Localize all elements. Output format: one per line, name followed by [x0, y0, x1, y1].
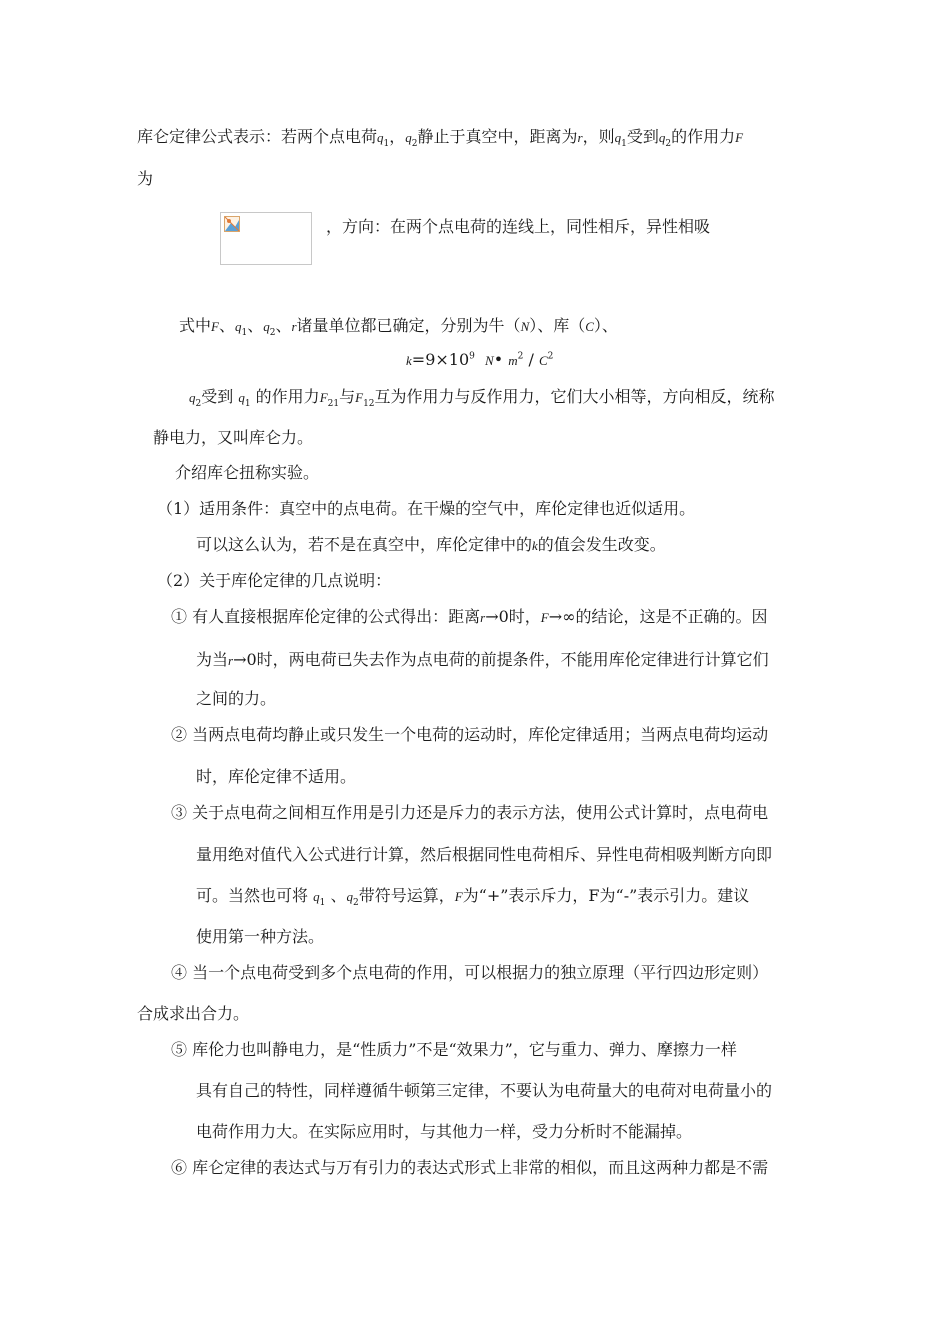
intro-line-2: 为 [137, 169, 154, 188]
condition-heading: （1）适用条件：真空中的点电荷。在干燥的空气中，库伦定律也近似适用。 [157, 499, 696, 518]
formula-image [220, 212, 312, 265]
note-6-number: ⑥ [171, 1158, 188, 1177]
constant-k: $k=9\times 10^9$ N• $m^2 / C^2$ [406, 350, 554, 369]
note-3-line-3: 可。当然也可将 $q_1$ 、$q_2$带符号运算，F为“+”表示斥力，F为“-”表示引力。建议 [196, 886, 750, 909]
units-line: 式中F、$q_1$、$q_2$、r诸量单位都已确定，分别为牛（N）、库（C）、 [179, 316, 618, 339]
note-5-line-1: ⑤ 库伦力也叫静电力，是“性质力”不是“效果力”，它与重力、弹力、摩擦力一样 [171, 1040, 737, 1059]
note-3-line-1: ③ 关于点电荷之间相互作用是引力还是斥力的表示方法，使用公式计算时，点电荷电 [171, 803, 769, 822]
note-4-line-1: ④ 当一个点电荷受到多个点电荷的作用，可以根据力的独立原理（平行四边形定则） [171, 963, 769, 982]
mutual-force-line-1: $q_2$受到 $q_1$ 的作用力$F_{21}$与$F_{12}$互为作用力与反作用力，它们大小相等，方向相反，统称 [189, 387, 775, 410]
broken-image-icon [224, 216, 240, 232]
note-5-line-3: 电荷作用力大。在实际应用时，与其他力一样，受力分析时不能漏掉。 [196, 1122, 693, 1141]
notes-heading: （2）关于库伦定律的几点说明： [157, 571, 392, 590]
mutual-force-line-2: 静电力，又叫库仑力。 [153, 428, 314, 447]
note-2-line-1: ② 当两点电荷均静止或只发生一个电荷的运动时，库伦定律适用；当两点电荷均运动 [171, 725, 769, 744]
direction-text: ，方向：在两个点电荷的连线上，同性相斥，异性相吸 [326, 217, 711, 236]
note-1-line-2: 为当r→0时，两电荷已失去作为点电荷的前提条件，不能用库伦定律进行计算它们 [196, 650, 769, 669]
note-4-line-2: 合成求出合力。 [137, 1004, 250, 1023]
note-3-number: ③ [171, 803, 188, 822]
note-1-number: ① [171, 607, 188, 626]
note-5-line-2: 具有自己的特性，同样遵循牛顿第三定律，不要认为电荷量大的电荷对电荷量小的 [196, 1081, 773, 1100]
note-6-line-1: ⑥ 库仑定律的表达式与万有引力的表达式形式上非常的相似，而且这两种力都是不需 [171, 1158, 769, 1177]
note-5-number: ⑤ [171, 1040, 188, 1059]
condition-note: 可以这么认为，若不是在真空中，库伦定律中的k的值会发生改变。 [196, 535, 666, 554]
note-3-line-4: 使用第一种方法。 [196, 927, 325, 946]
intro-line-1: 库仑定律公式表示：若两个点电荷$q_1$，$q_2$静止于真空中，距离为r，则$q_1$受到$q_2$的作用力F [137, 127, 744, 150]
experiment-line: 介绍库仑扭称实验。 [175, 463, 320, 482]
note-1-line-3: 之间的力。 [196, 689, 277, 708]
note-4-number: ④ [171, 963, 188, 982]
note-2-number: ② [171, 725, 188, 744]
note-3-line-2: 量用绝对值代入公式进行计算，然后根据同性电荷相斥、异性电荷相吸判断方向即 [196, 845, 773, 864]
note-2-line-2: 时，库伦定律不适用。 [196, 767, 357, 786]
note-1-line-1: ① 有人直接根据库伦定律的公式得出：距离r→0时，F→∞的结论，这是不正确的。因 [171, 607, 768, 626]
